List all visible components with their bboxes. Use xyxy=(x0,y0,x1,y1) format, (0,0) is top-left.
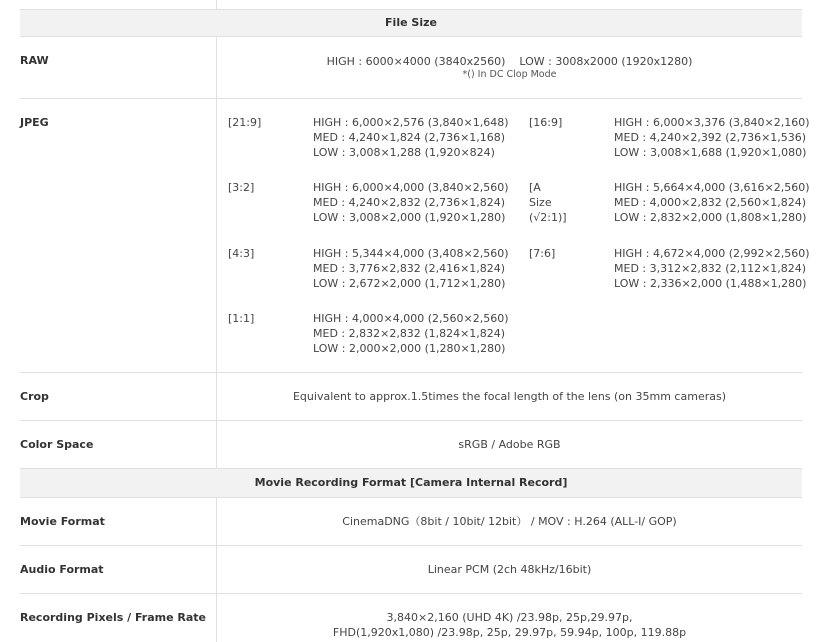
column-divider xyxy=(216,98,217,372)
row-label-recording-pixels: Recording Pixels / Frame Rate xyxy=(20,611,207,624)
section-header-movie xyxy=(20,468,802,498)
row-divider xyxy=(20,545,802,546)
raw-note: *() In DC Clop Mode xyxy=(462,69,557,80)
raw-line: HIGH : 6000×4000 (3840x2560) LOW : 3008x2000 (1920x1280) xyxy=(326,55,693,68)
resolution-low: LOW : 3,008×1,288 (1,920×824) xyxy=(313,146,495,159)
row-label-jpeg: JPEG xyxy=(20,116,49,129)
aspect-ratio: [4:3] xyxy=(228,247,255,260)
row-divider xyxy=(20,420,802,421)
aspect-ratio: [1:1] xyxy=(228,312,255,325)
color-space-value: sRGB / Adobe RGB xyxy=(458,438,561,451)
row-divider xyxy=(20,98,802,99)
section-title: Movie Recording Format [Camera Internal Record] xyxy=(254,476,568,489)
section-title: File Size xyxy=(385,16,437,29)
aspect-ratio: [16:9] xyxy=(529,116,563,129)
column-divider xyxy=(216,497,217,642)
aspect-ratio: [3:2] xyxy=(228,181,255,194)
resolution-list xyxy=(614,180,810,225)
resolution-low: LOW : 2,000×2,000 (1,280×1,280) xyxy=(313,342,506,355)
resolution-list xyxy=(614,246,810,291)
resolution-low: LOW : 2,336×2,000 (1,488×1,280) xyxy=(614,277,807,290)
resolution-list xyxy=(614,115,810,160)
resolution-low: LOW : 2,672×2,000 (1,712×1,280) xyxy=(313,277,506,290)
aspect-ratio: [21:9] xyxy=(228,116,262,129)
section-header-file-size xyxy=(20,9,802,37)
aspect-ratio: [7:6] xyxy=(529,247,556,260)
resolution-high: HIGH : 6,000×4,000 (3,840×2,560) xyxy=(313,181,509,194)
resolution-high: HIGH : 4,000×4,000 (2,560×2,560) xyxy=(313,312,509,325)
movie-format-value: CinemaDNG（8bit / 10bit/ 12bit） / MOV : H.264 (ALL-I/ GOP) xyxy=(342,515,677,528)
resolution-high: HIGH : 5,344×4,000 (3,408×2,560) xyxy=(313,247,509,260)
resolution-low: LOW : 2,832×2,000 (1,808×1,280) xyxy=(614,211,807,224)
column-divider xyxy=(216,0,217,9)
raw-values xyxy=(217,54,802,81)
row-label-crop: Crop xyxy=(20,390,49,403)
recording-line: FHD(1,920x1,080) /23.98p, 25p, 29.97p, 59.94p, 100p, 119.88p xyxy=(332,626,687,639)
row-divider xyxy=(20,372,802,373)
resolution-high: HIGH : 6,000×3,376 (3,840×2,160) xyxy=(614,116,810,129)
row-label-movie-format: Movie Format xyxy=(20,515,105,528)
recording-line: 3,840×2,160 (UHD 4K) /23.98p, 25p,29.97p, xyxy=(386,611,633,624)
resolution-low: LOW : 3,008×2,000 (1,920×1,280) xyxy=(313,211,506,224)
row-label-raw: RAW xyxy=(20,54,49,67)
resolution-med: MED : 4,240×2,832 (2,736×1,824) xyxy=(313,196,506,209)
resolution-list xyxy=(313,115,509,160)
row-label-audio-format: Audio Format xyxy=(20,563,104,576)
resolution-med: MED : 3,312×2,832 (2,112×1,824) xyxy=(614,262,807,275)
resolution-med: MED : 4,000×2,832 (2,560×1,824) xyxy=(614,196,807,209)
crop-value: Equivalent to approx.1.5times the focal length of the lens (on 35mm cameras) xyxy=(292,390,726,403)
resolution-med: MED : 3,776×2,832 (2,416×1,824) xyxy=(313,262,506,275)
resolution-high: HIGH : 6,000×2,576 (3,840×1,648) xyxy=(313,116,509,129)
resolution-list xyxy=(313,180,509,225)
resolution-high: HIGH : 5,664×4,000 (3,616×2,560) xyxy=(614,181,810,194)
resolution-list xyxy=(313,311,509,356)
resolution-list xyxy=(313,246,509,291)
resolution-med: MED : 4,240×2,392 (2,736×1,536) xyxy=(614,131,807,144)
row-divider xyxy=(20,593,802,594)
audio-format-value: Linear PCM (2ch 48kHz/16bit) xyxy=(427,563,592,576)
resolution-high: HIGH : 4,672×4,000 (2,992×2,560) xyxy=(614,247,810,260)
recording-pixels-value xyxy=(217,610,802,640)
resolution-med: MED : 4,240×1,824 (2,736×1,168) xyxy=(313,131,506,144)
aspect-ratio: [A Size (√2:1)] xyxy=(529,181,567,224)
row-label-color-space: Color Space xyxy=(20,438,94,451)
resolution-med: MED : 2,832×2,832 (1,824×1,824) xyxy=(313,327,506,340)
resolution-low: LOW : 3,008×1,688 (1,920×1,080) xyxy=(614,146,807,159)
